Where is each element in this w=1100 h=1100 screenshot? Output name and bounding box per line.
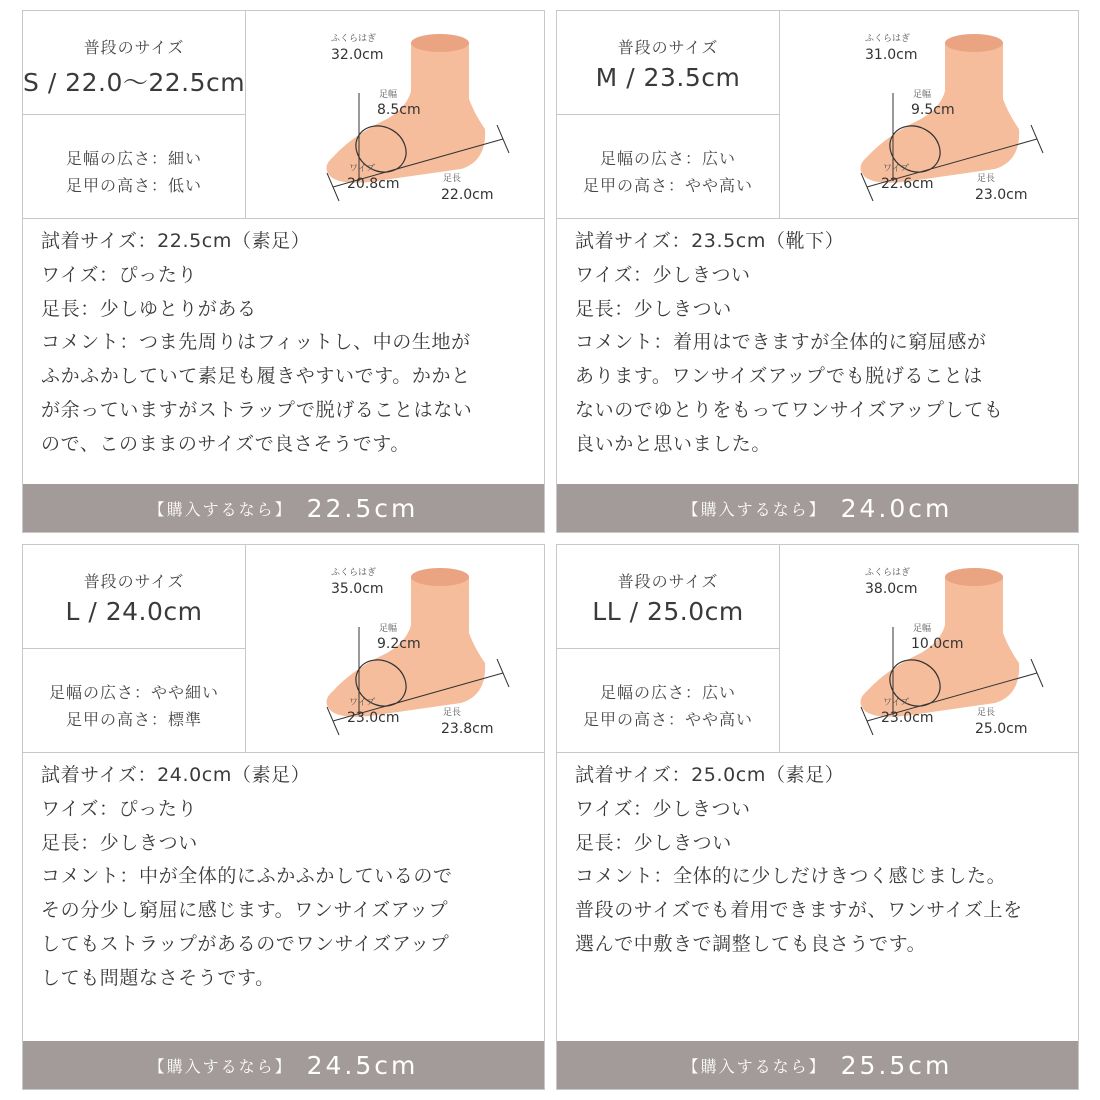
wise-value: 20.8cm [347,176,400,192]
foot-width-feature: 足幅の広さ：細い [65,149,202,168]
fitting-review [41,759,534,996]
length-tick-end [1031,125,1043,153]
usual-size-value: S / 22.0〜22.5cm [23,68,246,97]
calf-label: ふくらはぎ [331,568,377,578]
usual-size-box [557,11,779,115]
purchase-recommendation-bar [23,1041,544,1089]
usual-size-label: 普段のサイズ [617,38,719,57]
review-line: ワイズ：ぴったり [41,797,198,820]
calf-value: 35.0cm [331,581,384,597]
size-review-card [556,544,1079,1090]
foot-length-value: 25.0cm [975,721,1028,737]
review-line: 試着サイズ：22.5cm（素足） [41,230,311,252]
usual-size-value: M / 23.5cm [595,63,741,92]
foot-measurement-diagram [781,545,1079,752]
foot-width-value: 8.5cm [377,102,421,118]
foot-illustration [781,545,1079,752]
card-header [23,545,544,753]
review-line: その分少し窮屈に感じます。ワンサイズアップ [41,899,449,922]
size-info-column [23,545,246,752]
review-line: 足長：少しきつい [575,297,732,320]
purchase-size-value: 22.5cm [306,493,419,523]
wise-value: 23.0cm [347,710,400,726]
purchase-label: 【購入するなら】 [148,499,293,519]
foot-measurement-diagram [247,545,545,752]
usual-size-value: LL / 25.0cm [592,597,744,626]
review-line: 選んで中敷きで調整しても良さうです。 [575,932,927,955]
foot-length-value: 23.0cm [975,187,1028,203]
purchase-label: 【購入するなら】 [682,499,827,519]
purchase-recommendation-bar [23,484,544,532]
purchase-size-value: 25.5cm [840,1050,953,1080]
card-header [23,11,544,219]
review-line: 試着サイズ：24.0cm（素足） [41,764,311,786]
foot-width-feature: 足幅の広さ：やや細い [48,683,219,702]
review-line: コメント：中が全体的にふかふかしているので [41,865,453,888]
calf-top-ellipse [945,34,1003,52]
wise-label: ワイズ [883,698,910,708]
review-line: 試着サイズ：23.5cm（靴下） [575,230,845,252]
purchase-label: 【購入するなら】 [148,1056,293,1076]
review-line: ワイズ：ぴったり [41,263,198,286]
foot-width-feature: 足幅の広さ：広い [599,149,736,168]
review-line: しても問題なさそうです。 [41,966,275,989]
review-line: 足長：少しきつい [41,831,198,854]
calf-top-ellipse [945,568,1003,586]
usual-size-box [557,545,779,649]
wise-label: ワイズ [883,164,910,174]
foot-length-value: 23.8cm [441,721,494,737]
usual-size-value: L / 24.0cm [65,597,203,626]
purchase-recommendation-bar [557,1041,1078,1089]
foot-width-label: 足幅 [913,90,932,100]
foot-length-label: 足長 [977,174,996,184]
foot-length-label: 足長 [977,708,996,718]
review-line: 試着サイズ：25.0cm（素足） [575,764,845,786]
calf-value: 31.0cm [865,47,918,63]
review-line: ワイズ：少しきつい [575,263,751,286]
length-tick-end [1031,659,1043,687]
review-line: ワイズ：少しきつい [575,797,751,820]
card-header [557,11,1078,219]
purchase-size-value: 24.5cm [306,1050,419,1080]
size-review-card [556,10,1079,533]
usual-size-box [23,11,245,115]
review-line: 足長：少しきつい [575,831,732,854]
foot-feature-box [557,650,779,752]
purchase-recommendation-bar [557,484,1078,532]
usual-size-box [23,545,245,649]
review-line: ふかふかしていて素足も履きやすいです。かかと [41,365,471,388]
usual-size-label: 普段のサイズ [83,38,185,57]
review-line: 足長：少しゆとりがある [41,297,257,320]
calf-value: 38.0cm [865,581,918,597]
review-line: ので、このままのサイズで良さそうです。 [41,432,410,455]
size-info-column [557,545,780,752]
instep-height-feature: 足甲の高さ：やや高い [582,710,753,729]
length-tick-end [497,125,509,153]
foot-feature-box [23,116,245,218]
foot-measurement-diagram [781,11,1079,218]
card-header [557,545,1078,753]
foot-feature-box [23,650,245,752]
calf-label: ふくらはぎ [865,34,911,44]
fitting-review [575,759,1068,962]
foot-length-value: 22.0cm [441,187,494,203]
calf-label: ふくらはぎ [865,568,911,578]
foot-measurement-diagram [247,11,545,218]
review-line: コメント：つま先周りはフィットし、中の生地が [41,331,471,354]
foot-length-label: 足長 [443,708,462,718]
foot-width-value: 10.0cm [911,636,964,652]
wise-label: ワイズ [349,698,376,708]
length-tick-end [497,659,509,687]
foot-illustration [781,11,1079,218]
foot-width-label: 足幅 [379,624,398,634]
usual-size-label: 普段のサイズ [83,572,185,591]
fitting-review [41,225,534,462]
review-line: 普段のサイズでも着用できますが、ワンサイズ上を [575,899,1023,922]
wise-value: 22.6cm [881,176,934,192]
wise-label: ワイズ [349,164,376,174]
instep-height-feature: 足甲の高さ：やや高い [582,176,753,195]
foot-feature-box [557,116,779,218]
foot-length-label: 足長 [443,174,462,184]
size-review-card [22,10,545,533]
usual-size-label: 普段のサイズ [617,572,719,591]
review-line: が余っていますがストラップで脱げることはない [41,398,473,421]
instep-height-feature: 足甲の高さ：標準 [65,710,202,729]
fitting-review [575,225,1068,462]
purchase-size-value: 24.0cm [840,493,953,523]
review-line: コメント：全体的に少しだけきつく感じました。 [575,865,1007,888]
review-line: ないのでゆとりをもってワンサイズアップしても [575,398,1004,421]
calf-top-ellipse [411,34,469,52]
calf-label: ふくらはぎ [331,34,377,44]
foot-width-label: 足幅 [379,90,398,100]
size-review-card [22,544,545,1090]
size-info-column [557,11,780,218]
calf-value: 32.0cm [331,47,384,63]
size-info-column [23,11,246,218]
calf-top-ellipse [411,568,469,586]
foot-width-label: 足幅 [913,624,932,634]
foot-width-value: 9.2cm [377,636,421,652]
foot-illustration [247,11,545,218]
wise-value: 23.0cm [881,710,934,726]
review-line: 良いかと思いました。 [575,432,772,455]
review-line: あります。ワンサイズアップでも脱げることは [575,365,983,388]
foot-width-value: 9.5cm [911,102,955,118]
review-line: してもストラップがあるのでワンサイズアップ [41,932,450,955]
foot-width-feature: 足幅の広さ：広い [599,683,736,702]
review-line: コメント：着用はできますが全体的に窮屈感が [575,331,987,354]
foot-illustration [247,545,545,752]
instep-height-feature: 足甲の高さ：低い [65,176,202,195]
purchase-label: 【購入するなら】 [682,1056,827,1076]
